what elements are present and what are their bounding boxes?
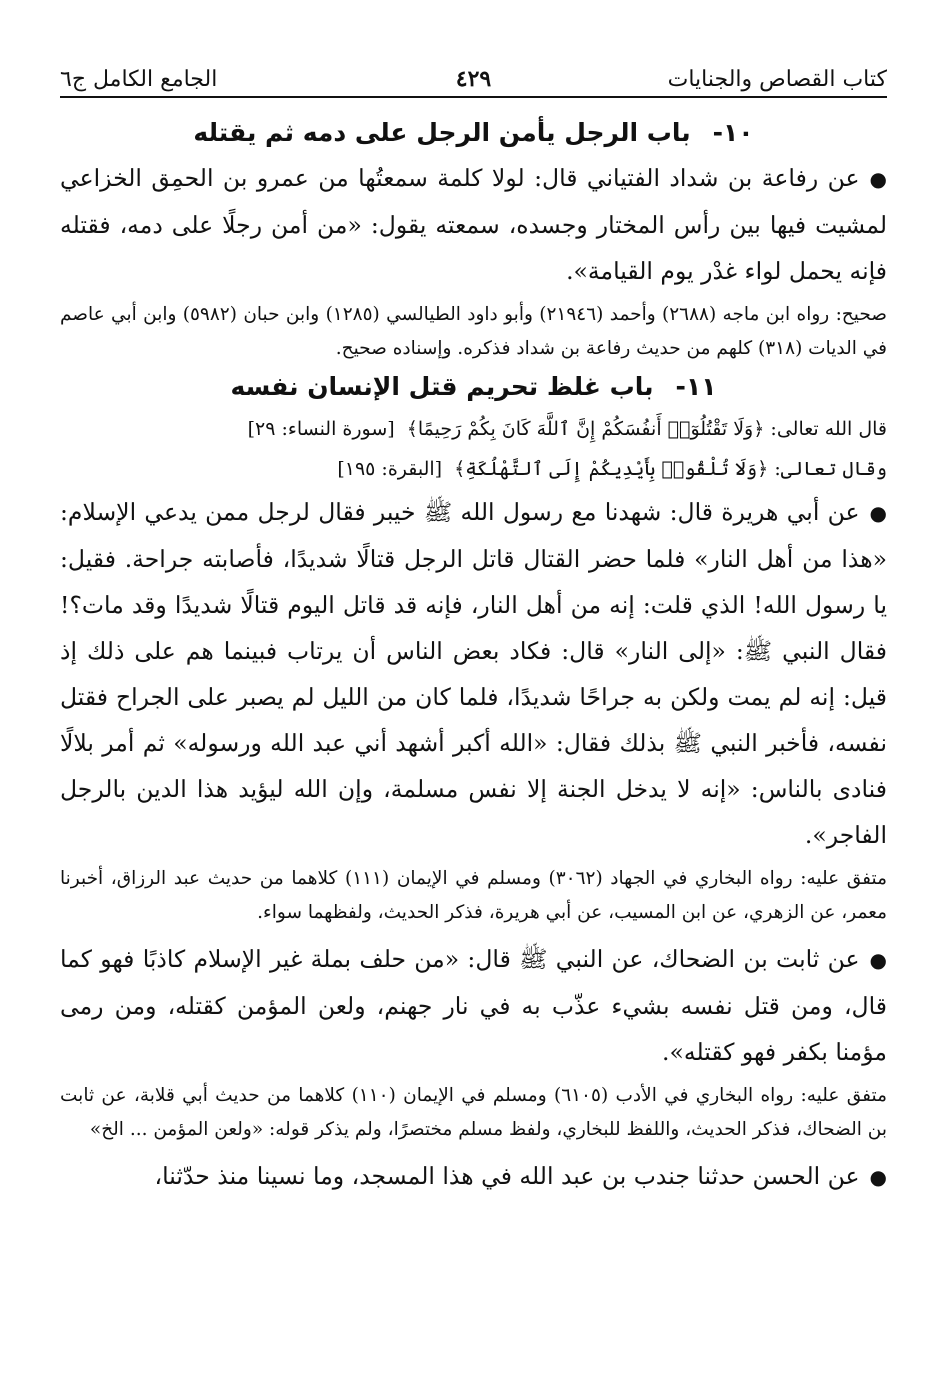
- book-volume-title: الجامع الكامل ج٦: [59, 67, 218, 92]
- verse-intro: قال الله تعالى:: [770, 418, 887, 440]
- hadith-text: عن أبي هريرة قال: شهدنا مع رسول الله ﷺ خيبر فقال لرجل ممن يدعي الإسلام: «هذا من أهل النار» فلما حضر القتال قاتل الرجل قتالًا شديدًا، فأصابته جراحة. فقيل: يا رسول الله! الذي قلت: إنه من أهل النار، فإنه قد قاتل اليوم قتالًا شديدًا وقد مات؟! فقال النبي ﷺ: «إلى النار» قال: فكاد بعض الناس أن يرتاب فبينما هم على ذلك إذ قيل: إنه لم يمت ولكن به جراحًا شديدًا، فلما كان من الليل لم يصبر على الجراح فقتل نفسه، فأخبر النبي ﷺ بذلك فقال: «الله أكبر أشهد أني عبد الله ورسوله» ثم أمر بلالًا فنادى بالناس: «إنه لا يدخل الجنة إلا نفس مسلمة، وإن الله ليؤيد هذا الدين بالرجل الفاجر».: [60, 498, 887, 849]
- page-number: ٤٢٩: [455, 66, 492, 92]
- bullet-icon: ●: [869, 948, 887, 972]
- quran-verse-line: [60, 449, 887, 489]
- chapter-title: باب الرجل يأمن الرجل على دمه ثم يقتله: [193, 118, 691, 147]
- bullet-icon: ●: [869, 501, 887, 525]
- hadith-text: عن رفاعة بن شداد الفتياني قال: لولا كلمة سمعتُها من عمرو بن الحمِق الخزاعي لمشيت فيها بين رأس المختار وجسده، سمعته يقول: «من أمن رجلًا على دمه، فقتله فإنه يحمل لواء غدْر يوم القيامة».: [60, 164, 887, 285]
- hadith-paragraph: [60, 489, 887, 858]
- takhrij-note: صحيح: رواه ابن ماجه (٢٦٨٨) وأحمد (٢١٩٤٦) وأبو داود الطيالسي (١٢٨٥) وابن حبان (٥٩٨٢) وابن أبي عاصم في الديات (٣١٨) كلهم من حديث رفاعة بن شداد فذكره. وإسناده صحيح.: [60, 304, 887, 359]
- hadith-text: عن الحسن حدثنا جندب بن عبد الله في هذا المسجد، وما نسينا منذ حدّثنا،: [154, 1162, 860, 1190]
- hadith-paragraph: [60, 1153, 887, 1200]
- chapter-heading-10: [60, 118, 887, 147]
- running-header: [60, 56, 887, 98]
- verse-text: ﴿وَلَا تَقْتُلُوٓا۟ أَنفُسَكُمْ إِنَّ ٱللَّهَ كَانَ بِكُمْ رَحِيمًا﴾: [406, 418, 765, 440]
- page-content: [60, 118, 887, 1204]
- chapter-title: باب غلظ تحريم قتل الإنسان نفسه: [230, 372, 654, 401]
- hadith-paragraph: [60, 936, 887, 1075]
- chapter-number: ١٠-: [712, 118, 754, 147]
- takhrij-note: متفق عليه: رواه البخاري في الجهاد (٣٠٦٢) ومسلم في الإيمان (١١١) كلاهما من حديث عبد الرزاق، أخبرنا معمر، عن الزهري، عن ابن المسيب، عن أبي هريرة، فذكر الحديث، ولفظهما سواء.: [60, 868, 887, 923]
- quran-verse-line: [60, 409, 887, 449]
- takhrij-note: متفق عليه: رواه البخاري في الأدب (٦١٠٥) ومسلم في الإيمان (١١٠) كلاهما من حديث أبي قلابة، عن ثابت بن الضحاك، فذكر الحديث، واللفظ للبخاري، ولفظ مسلم مختصرًا، ولم يذكر قوله: «ولعن المؤمن ... الخ»: [60, 1085, 887, 1140]
- bullet-icon: ●: [869, 167, 887, 191]
- verse-text: ﴿وَلَا تُلْقُوا۟ بِأَيْدِيكُمْ إِلَى ٱلتَّهْلُكَةِ﴾: [454, 458, 769, 480]
- hadith-paragraph: [60, 155, 887, 294]
- verse-intro: وقال تعالى:: [774, 458, 887, 480]
- chapter-heading-11: [60, 372, 887, 401]
- book-section-title: كتاب القصاص والجنايات: [667, 67, 887, 92]
- verse-reference: [البقرة: ١٩٥]: [337, 458, 443, 480]
- hadith-text: عن ثابت بن الضحاك، عن النبي ﷺ قال: «من حلف بملة غير الإسلام كاذبًا فهو كما قال، ومن قتل نفسه بشيء عذّب به في نار جهنم، ولعن المؤمن كقتله، ومن رمى مؤمنا بكفر فهو كقتله».: [60, 945, 887, 1066]
- chapter-number: ١١-: [675, 372, 717, 401]
- bullet-icon: ●: [869, 1165, 887, 1189]
- verse-reference: [سورة النساء: ٢٩]: [247, 418, 395, 440]
